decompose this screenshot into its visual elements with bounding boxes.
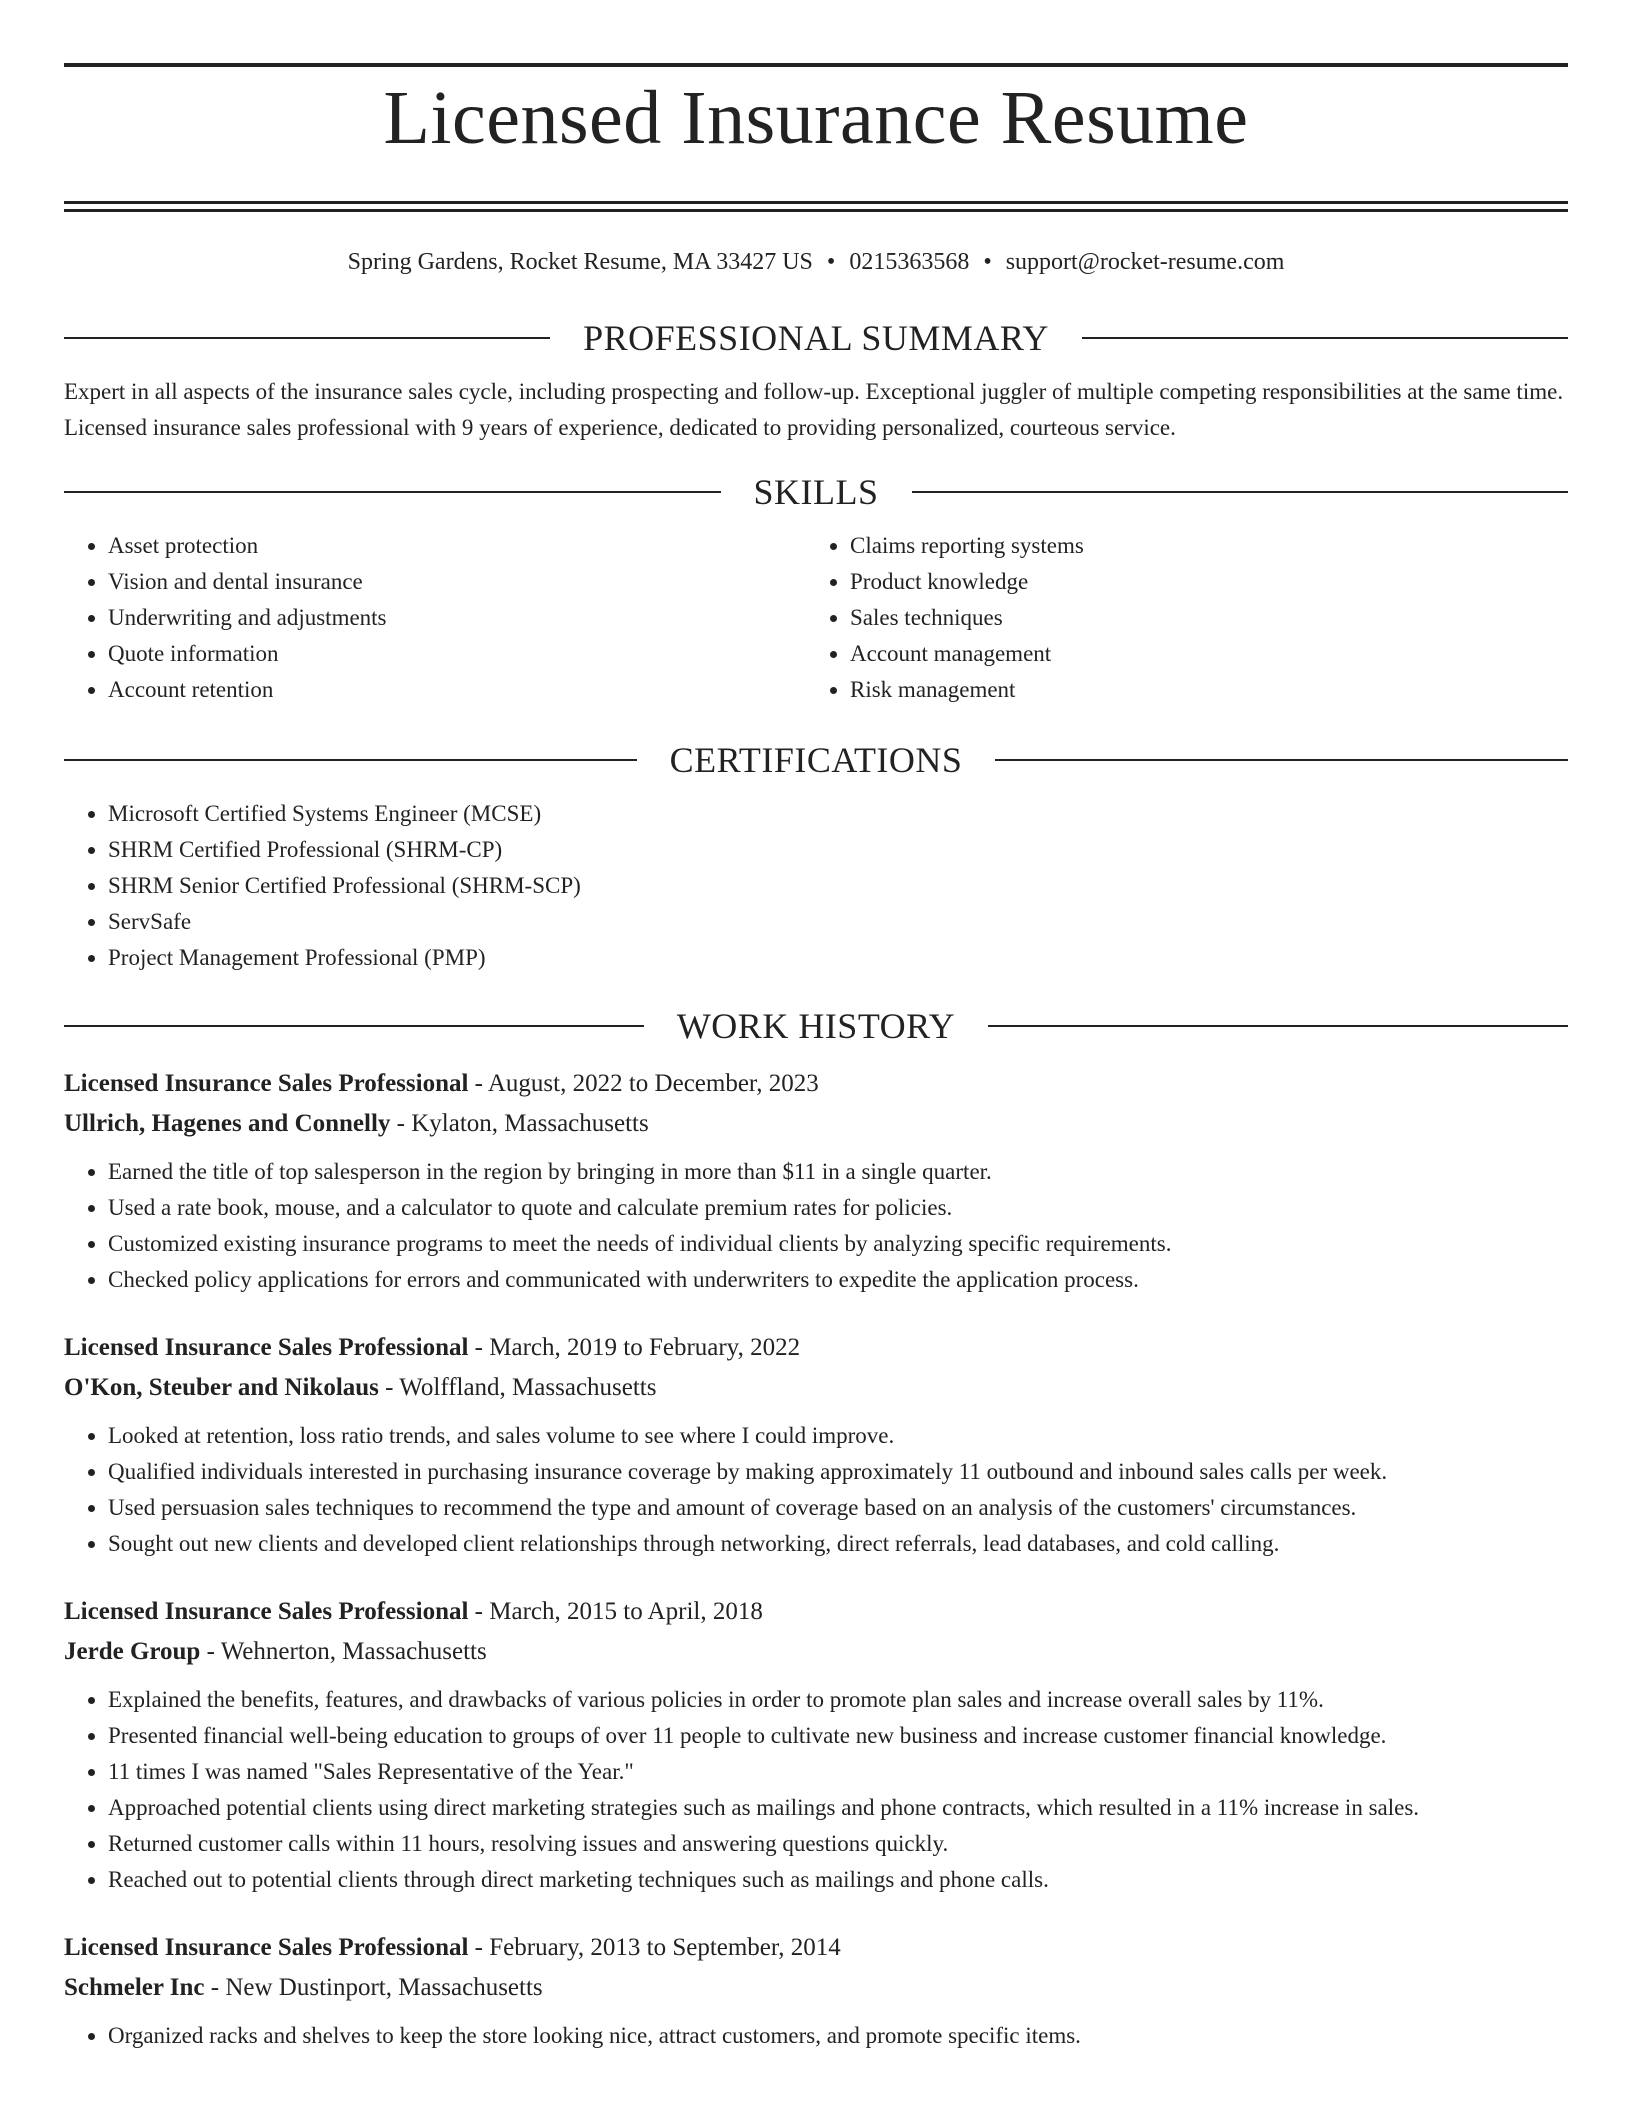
- job-location: - New Dustinport, Massachusetts: [204, 1974, 543, 2001]
- job-bullet: • Used a rate book, mouse, and a calculator to quote and calculate premium rates for policies.: [108, 1190, 1568, 1226]
- skills-column-right: [806, 528, 1548, 708]
- contact-email: support@rocket-resume.com: [1005, 249, 1285, 275]
- skill-item: • Vision and dental insurance: [108, 564, 806, 600]
- section-heading-certifications: [64, 736, 1568, 784]
- job-company: Jerde Group: [64, 1638, 201, 1665]
- job-bullet: • Checked policy applications for errors and communicated with underwriters to expedite the application process.: [108, 1262, 1568, 1298]
- job-dates: - August, 2022 to December, 2023: [468, 1070, 819, 1097]
- job-bullet: • Returned customer calls within 11 hours, resolving issues and answering questions quickly.: [108, 1826, 1568, 1862]
- job-bullets: [64, 1418, 1568, 1562]
- section-heading-summary: [64, 314, 1568, 362]
- resume-title: Licensed Insurance Resume: [383, 76, 1249, 160]
- job-bullet: • Looked at retention, loss ratio trends, and sales volume to see where I could improve.: [108, 1418, 1568, 1454]
- job-company-line: [64, 1368, 1568, 1408]
- job-title: Licensed Insurance Sales Professional: [64, 1598, 469, 1625]
- job-bullet: • Customized existing insurance programs to meet the needs of individual clients by analyzing specific requirements.: [108, 1226, 1568, 1262]
- job-bullet: • Earned the title of top salesperson in the region by bringing in more than $11 in a single quarter.: [108, 1154, 1568, 1190]
- job-dates: - March, 2019 to February, 2022: [468, 1334, 801, 1361]
- job-entry: [64, 1928, 1568, 2054]
- job-location: - Wehnerton, Massachusetts: [200, 1638, 487, 1665]
- job-bullet: • Organized racks and shelves to keep the store looking nice, attract customers, and promote specific items.: [108, 2018, 1568, 2054]
- skill-item: • Underwriting and adjustments: [108, 600, 806, 636]
- job-company-line: [64, 1632, 1568, 1672]
- job-bullet: • Used persuasion sales techniques to recommend the type and amount of coverage based on an analysis of the customers' circumstances.: [108, 1490, 1568, 1526]
- contact-address: Spring Gardens, Rocket Resume, MA 33427 US: [347, 249, 813, 275]
- heading-rule-left: [64, 491, 721, 493]
- title-double-rule: [64, 201, 1568, 212]
- skill-item: • Account retention: [108, 672, 806, 708]
- bullet-separator: •: [983, 249, 992, 275]
- job-bullet: • Approached potential clients using direct marketing strategies such as mailings and phone contracts, which resulted in a 11% increase in sales.: [108, 1790, 1568, 1826]
- summary-text: Expert in all aspects of the insurance sales cycle, including prospecting and follow-up. Exceptional juggler of multiple competing responsibilities at the same time. Licensed insurance sales professional with 9 years of experience, dedicated to providing personalized, courteous service.: [64, 379, 1564, 440]
- job-title-line: [64, 1928, 1568, 1968]
- job-entry: [64, 1328, 1568, 1562]
- heading-rule-right: [1082, 337, 1568, 339]
- certification-item: • Project Management Professional (PMP): [108, 940, 1568, 976]
- job-bullets: [64, 1154, 1568, 1298]
- job-dates: - February, 2013 to September, 2014: [468, 1934, 841, 1961]
- job-title-line: [64, 1592, 1568, 1632]
- section-heading-work-history: [64, 1002, 1568, 1050]
- job-title-line: [64, 1328, 1568, 1368]
- job-title: Licensed Insurance Sales Professional: [64, 1934, 469, 1961]
- certification-item: • SHRM Senior Certified Professional (SHRM-SCP): [108, 868, 1568, 904]
- job-company: O'Kon, Steuber and Nikolaus: [64, 1374, 379, 1401]
- job-bullet: • Presented financial well-being education to groups of over 11 people to cultivate new business and increase customer financial knowledge.: [108, 1718, 1568, 1754]
- skills-column-left: [64, 528, 806, 708]
- job-bullet: • Qualified individuals interested in purchasing insurance coverage by making approximately 11 outbound and inbound sales calls per week.: [108, 1454, 1568, 1490]
- resume-page: [64, 0, 1568, 2054]
- job-company-line: [64, 1104, 1568, 1144]
- job-entry: [64, 1592, 1568, 1898]
- certification-item: • Microsoft Certified Systems Engineer (MCSE): [108, 796, 1568, 832]
- job-company: Schmeler Inc: [64, 1974, 205, 2001]
- job-title: Licensed Insurance Sales Professional: [64, 1070, 469, 1097]
- certifications-list: [64, 796, 1568, 976]
- skill-item: • Asset protection: [108, 528, 806, 564]
- skill-item: • Risk management: [850, 672, 1548, 708]
- skill-item: • Account management: [850, 636, 1548, 672]
- job-company: Ullrich, Hagenes and Connelly: [64, 1110, 391, 1137]
- skill-item: • Sales techniques: [850, 600, 1548, 636]
- heading-rule-right: [988, 1025, 1568, 1027]
- heading-rule-left: [64, 759, 637, 761]
- contact-line: [64, 246, 1568, 278]
- job-location: - Kylaton, Massachusetts: [390, 1110, 649, 1137]
- job-bullet: • 11 times I was named "Sales Representative of the Year.": [108, 1754, 1568, 1790]
- skill-item: • Product knowledge: [850, 564, 1548, 600]
- skill-item: • Claims reporting systems: [850, 528, 1548, 564]
- job-bullet: • Sought out new clients and developed client relationships through networking, direct referrals, lead databases, and cold calling.: [108, 1526, 1568, 1562]
- section-title: WORK HISTORY: [676, 1006, 956, 1046]
- job-company-line: [64, 1968, 1568, 2008]
- job-entry: [64, 1064, 1568, 1298]
- contact-phone: 0215363568: [849, 249, 970, 275]
- job-dates: - March, 2015 to April, 2018: [468, 1598, 763, 1625]
- job-bullet: • Explained the benefits, features, and drawbacks of various policies in order to promote plan sales and increase overall sales by 11%.: [108, 1682, 1568, 1718]
- heading-rule-left: [64, 1025, 644, 1027]
- heading-rule-right: [912, 491, 1569, 493]
- job-title-line: [64, 1064, 1568, 1104]
- job-location: - Wolffland, Massachusetts: [378, 1374, 657, 1401]
- job-bullets: [64, 1682, 1568, 1898]
- job-title: Licensed Insurance Sales Professional: [64, 1334, 469, 1361]
- skill-item: • Quote information: [108, 636, 806, 672]
- heading-rule-left: [64, 337, 550, 339]
- section-title: CERTIFICATIONS: [669, 740, 963, 780]
- certification-item: • SHRM Certified Professional (SHRM-CP): [108, 832, 1568, 868]
- top-rule: [64, 63, 1568, 67]
- job-bullet: • Reached out to potential clients through direct marketing techniques such as mailings and phone calls.: [108, 1862, 1568, 1898]
- section-title: PROFESSIONAL SUMMARY: [583, 318, 1049, 358]
- section-title: SKILLS: [753, 472, 879, 512]
- section-heading-skills: [64, 468, 1568, 516]
- certification-item: • ServSafe: [108, 904, 1568, 940]
- job-bullets: [64, 2018, 1568, 2054]
- bullet-separator: •: [826, 249, 836, 275]
- heading-rule-right: [995, 759, 1568, 761]
- skills-list: [64, 528, 1568, 708]
